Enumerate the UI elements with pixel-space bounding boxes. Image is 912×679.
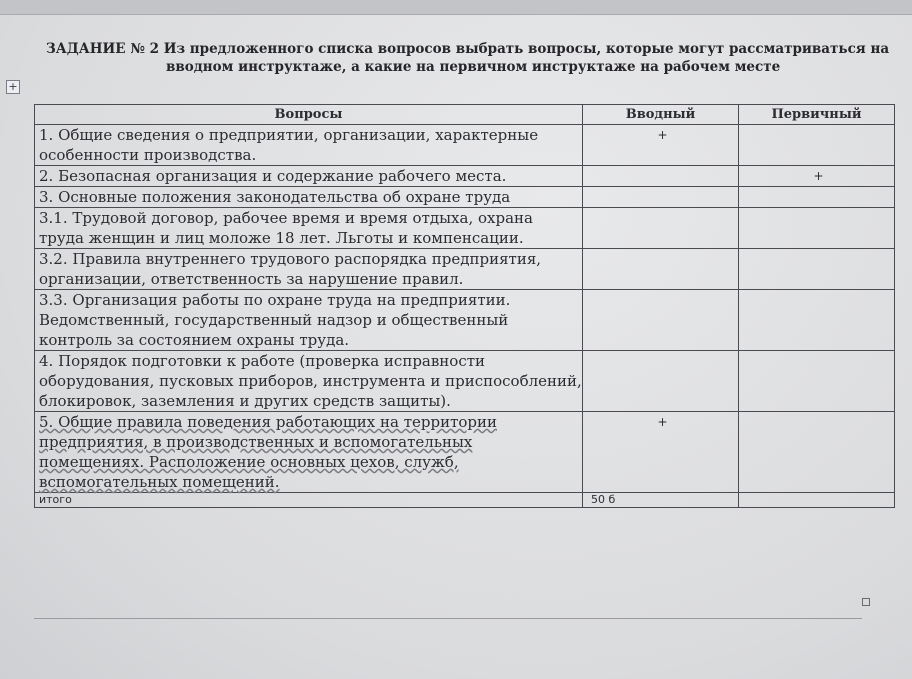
vvodny-cell[interactable] [583, 166, 739, 187]
pervichny-cell[interactable] [739, 187, 895, 208]
task-title-line-1: ЗАДАНИЕ № 2 Из предложенного списка вопросов выбрать вопросы, которые могут рассматриваться на [46, 41, 890, 57]
question-cell[interactable]: 3.3. Организация работы по охране труда на предприятии. Ведомственный, государственный надзор и общественный контроль за состоянием охраны труда. [35, 290, 583, 351]
page-divider [34, 618, 862, 619]
vvodny-cell[interactable] [583, 208, 739, 249]
question-cell[interactable]: 1. Общие сведения о предприятии, организации, характерные особенности производства. [35, 125, 583, 166]
table-row [35, 187, 895, 208]
table-row [35, 412, 895, 493]
pervichny-cell[interactable] [739, 249, 895, 290]
vvodny-cell[interactable]: + [583, 412, 739, 493]
table-row [35, 166, 895, 187]
pervichny-cell[interactable]: + [739, 166, 895, 187]
vvodny-cell[interactable] [583, 249, 739, 290]
vvodny-cell[interactable] [583, 290, 739, 351]
table-row [35, 290, 895, 351]
table-resize-handle-icon[interactable] [862, 598, 870, 606]
total-pervichny-cell[interactable] [739, 493, 895, 508]
header-vvodny[interactable]: Вводный [583, 105, 739, 125]
total-row [35, 493, 895, 508]
question-cell[interactable]: 3. Основные положения законодательства об охране труда [35, 187, 583, 208]
header-pervichny[interactable]: Первичный [739, 105, 895, 125]
ruler-edge [0, 0, 912, 15]
pervichny-cell[interactable] [739, 290, 895, 351]
total-label[interactable]: итого [35, 493, 583, 508]
table-row [35, 208, 895, 249]
pervichny-cell[interactable] [739, 125, 895, 166]
question-cell[interactable]: 4. Порядок подготовки к работе (проверка исправности оборудования, пусковых приборов, инструмента и приспособлений, блокировок, заземления и других средств защиты). [35, 351, 583, 412]
question-cell[interactable]: 3.1. Трудовой договор, рабочее время и время отдыха, охрана труда женщин и лиц моложе 18 лет. Льготы и компенсации. [35, 208, 583, 249]
header-questions[interactable]: Вопросы [35, 105, 583, 125]
question-cell[interactable]: 3.2. Правила внутреннего трудового распорядка предприятия, организации, ответственность за нарушение правил. [35, 249, 583, 290]
vvodny-cell[interactable]: + [583, 125, 739, 166]
task-title[interactable] [46, 40, 896, 76]
questions-table[interactable] [34, 104, 895, 508]
table-move-handle-icon[interactable]: + [6, 80, 20, 94]
task-title-line-2: вводном инструктаже, а какие на первичном инструктаже на рабочем месте [166, 59, 781, 75]
table-row [35, 125, 895, 166]
table-row [35, 351, 895, 412]
total-value[interactable]: 50 б [583, 493, 739, 508]
pervichny-cell[interactable] [739, 208, 895, 249]
vvodny-cell[interactable] [583, 187, 739, 208]
table-row [35, 249, 895, 290]
question-cell[interactable]: 5. Общие правила поведения работающих на территории предприятия, в производственных и вспомогательных помещениях. Расположение основных цехов, служб, вспомогательных помещений. [35, 412, 583, 493]
pervichny-cell[interactable] [739, 412, 895, 493]
question-cell[interactable]: 2. Безопасная организация и содержание рабочего места. [35, 166, 583, 187]
table-header-row [35, 105, 895, 125]
pervichny-cell[interactable] [739, 351, 895, 412]
vvodny-cell[interactable] [583, 351, 739, 412]
